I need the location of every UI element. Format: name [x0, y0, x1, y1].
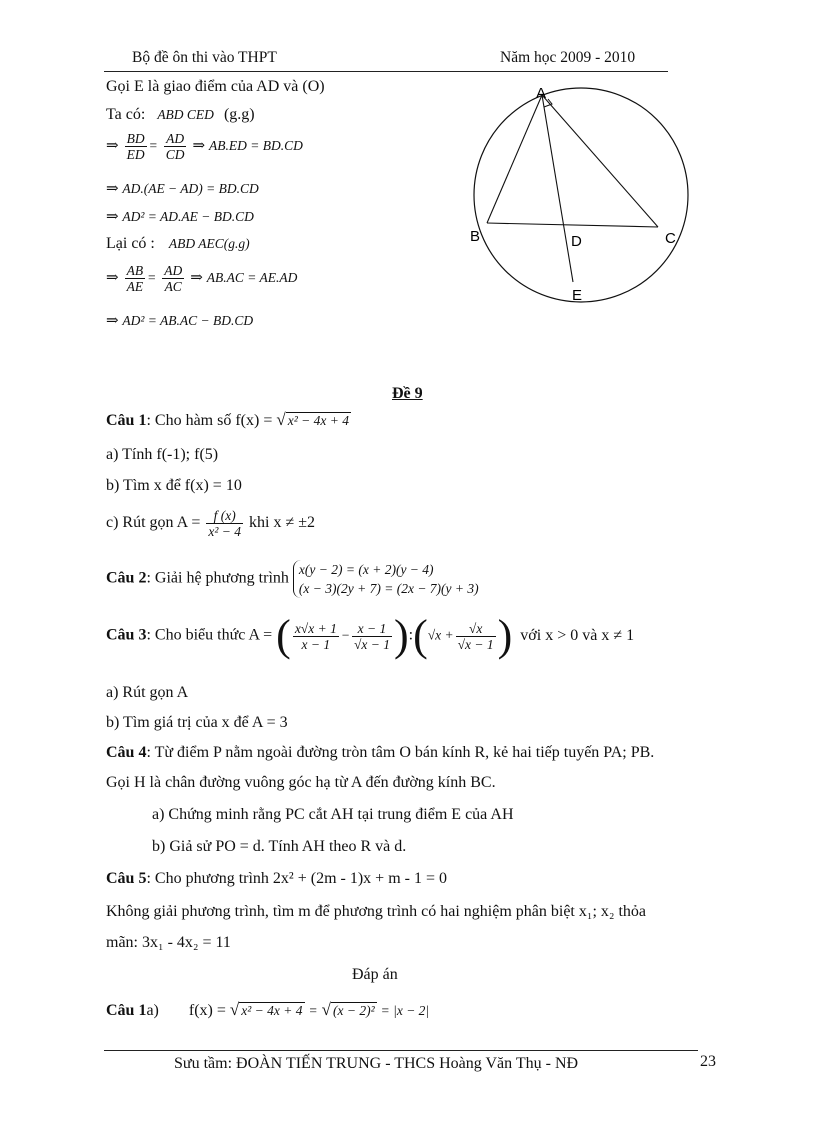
proof-line-2-math: ABD CED — [157, 107, 214, 122]
question-5-line3: mãn: 3x₁ - 4x₂ = 11 — [106, 934, 231, 951]
q1c-fraction: $\frac{f (x)}{\text{x² − 4}}$ — [208, 508, 242, 539]
segment-ab — [487, 95, 542, 223]
proof-line-2-suffix: (g.g) — [223, 106, 255, 123]
fraction-ad-cd: $\frac{AD}{CD}$ — [165, 131, 185, 162]
question-4-line2: Gọi H là chân đường vuông góc hạ từ A đến đường kính BC. — [106, 774, 496, 791]
proof-line-5: ⇒ AD² = AD.AE − BD.CD — [106, 209, 254, 225]
proof-line-4: ⇒ AD.(AE − AD) = BD.CD — [106, 181, 259, 197]
answer-1: Câu 1a) f(x) = √ x² − 4x + 4 = √ (x − 2)² = |x − 2| — [106, 1000, 430, 1019]
exam-title: Đề 9 — [392, 385, 423, 402]
fraction-ab-ae: $\frac{AB}{AE}$ — [126, 263, 144, 294]
question-1c: c) Rút gọn A = $\frac{f (x)}{\text{x² − 4}}$ khi x ≠ ±2 — [106, 508, 316, 539]
segment-bc — [487, 223, 658, 227]
question-1: Câu 1: Cho hàm số f(x) = √ x² − 4x + 4 — [106, 410, 349, 429]
header-right: Năm học 2009 - 2010 — [500, 49, 636, 66]
question-3a: a) Rút gọn A — [106, 684, 189, 701]
answer-title: Đáp án — [352, 966, 398, 983]
question-4: Câu 4: Từ điểm P nằm ngoài đường tròn tâm O bán kính R, kẻ hai tiếp tuyến PA; PB. — [106, 744, 655, 761]
segment-ac — [542, 95, 658, 227]
question-3: Câu 3: Cho biểu thức A = ( $\frac{x√x + 1}{x - 1}$ − $\frac{x - 1}{√x - 1}$ ):(√x + $\frac{√x}{√x - 1}$ ) với x > 0 và x ≠ 1 — [106, 611, 635, 660]
proof-line-1: Gọi E là giao điểm của AD và (O) — [106, 78, 325, 95]
label-c: C — [665, 230, 676, 247]
label-d: D — [571, 233, 582, 250]
question-3b: b) Tìm giá trị của x để A = 3 — [106, 714, 288, 731]
question-1b: b) Tìm x để f(x) = 10 — [106, 477, 242, 494]
question-5-line2: Không giải phương trình, tìm m để phương trình có hai nghiệm phân biệt x₁; x₂ thỏa — [106, 903, 647, 920]
header-left: Bộ đề ôn thi vào THPT — [132, 49, 277, 66]
fraction-ad-ac: $\frac{AD}{AC}$ — [164, 263, 183, 294]
proof-line-2 — [106, 106, 255, 124]
label-e: E — [572, 287, 583, 304]
q1-radicand: x² − 4x + 4 — [287, 413, 349, 428]
question-5: Câu 5: Cho phương trình 2x² + (2m - 1)x + m - 1 = 0 — [106, 870, 447, 887]
question-2: Câu 2: Giải hệ phương trình x(y − 2) = (x + 2)(y − 4) (x − 3)(2y + 7) = (2x − 7)(y + 3) — [106, 562, 479, 596]
footer-text: Sưu tầm: ĐOÀN TIẾN TRUNG - THCS Hoàng Văn Thụ - NĐ — [174, 1055, 579, 1072]
footer-rule — [104, 1050, 698, 1051]
header-rule — [104, 71, 668, 72]
question-4a: a) Chứng minh rằng PC cắt AH tại trung điểm E của AH — [152, 806, 514, 823]
fraction-bd-ed: $\frac{BD}{ED}$ — [126, 131, 145, 162]
proof-line-6: Lại có : ABD AEC(g.g) — [106, 235, 250, 252]
proof-line-8: ⇒ AD² = AB.AC − BD.CD — [106, 313, 254, 329]
q2-system: x(y − 2) = (x + 2)(y − 4) (x − 3)(2y + 7) = (2x − 7)(y + 3) — [293, 560, 479, 598]
proof-line-7: ⇒ $\frac{AB}{AE}$ = $\frac{AD}{AC}$ ⇒ AB.AC = AE.AD — [106, 263, 298, 294]
label-b: B — [470, 228, 481, 245]
circle-figure — [460, 80, 700, 310]
segment-ae — [542, 95, 573, 282]
question-4b: b) Giả sử PO = d. Tính AH theo R và d. — [152, 838, 407, 855]
page-number: 23 — [700, 1053, 716, 1070]
circle-o — [474, 88, 688, 302]
proof-line-3-rest: AB.ED = BD.CD — [209, 138, 303, 154]
proof-line-3: ⇒ $\frac{BD}{ED}$ = $\frac{AD}{CD}$ ⇒ AB.ED = BD.CD — [106, 131, 303, 162]
proof-line-2-prefix: Ta có: — [106, 106, 146, 123]
question-1a: a) Tính f(-1); f(5) — [106, 446, 219, 463]
label-a: A — [536, 85, 547, 102]
